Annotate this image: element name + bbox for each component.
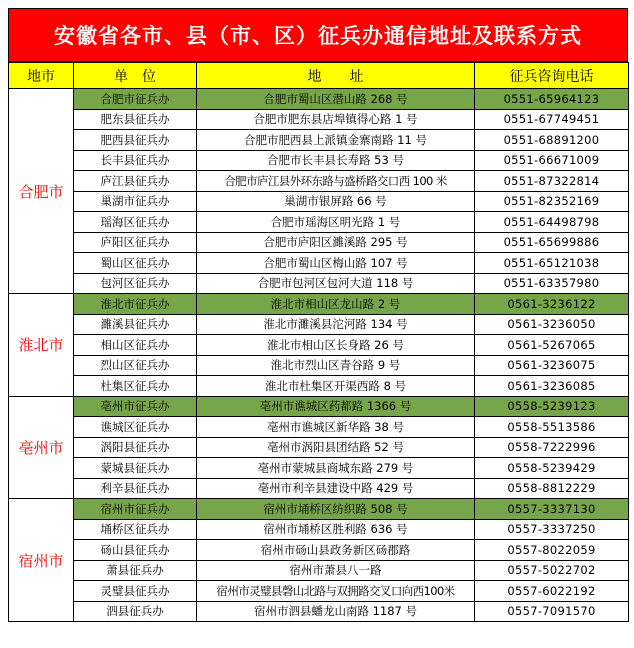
table-row	[9, 314, 629, 335]
address-cell: 合肥市蜀山区潜山路 268 号	[197, 89, 475, 110]
table-row	[9, 335, 629, 356]
address-cell: 亳州市谯城区新华路 38 号	[197, 417, 475, 438]
unit-cell: 合肥市征兵办	[74, 89, 197, 110]
contact-table	[8, 62, 629, 622]
table-row	[9, 519, 629, 540]
table-row	[9, 478, 629, 499]
address-cell: 淮北市烈山区青谷路 9 号	[197, 355, 475, 376]
phone-cell: 0551-65964123	[475, 89, 629, 110]
address-cell: 宿州市砀山县政务新区砀郡路	[197, 540, 475, 561]
table-row	[9, 253, 629, 274]
address-cell: 宿州市埇桥区胜利路 636 号	[197, 519, 475, 540]
unit-cell: 庐江县征兵办	[74, 171, 197, 192]
address-cell: 宿州市泗县蟠龙山南路 1187 号	[197, 601, 475, 622]
phone-cell: 0557-7091570	[475, 601, 629, 622]
phone-cell: 0557-3337250	[475, 519, 629, 540]
header-row	[9, 63, 629, 89]
unit-cell: 蜀山区征兵办	[74, 253, 197, 274]
unit-cell: 相山区征兵办	[74, 335, 197, 356]
phone-cell: 0557-6022192	[475, 581, 629, 602]
phone-cell: 0551-63357980	[475, 273, 629, 294]
table-row	[9, 499, 629, 520]
sheet-title: 安徽省各市、县（市、区）征兵办通信地址及联系方式	[8, 8, 628, 62]
phone-cell: 0561-3236050	[475, 314, 629, 335]
table-row	[9, 212, 629, 233]
address-cell: 合肥市瑶海区明光路 1 号	[197, 212, 475, 233]
address-cell: 宿州市萧县八一路	[197, 560, 475, 581]
table-row	[9, 273, 629, 294]
phone-cell: 0551-87322814	[475, 171, 629, 192]
table-row	[9, 437, 629, 458]
table-row	[9, 458, 629, 479]
unit-cell: 肥西县征兵办	[74, 130, 197, 151]
unit-cell: 烈山区征兵办	[74, 355, 197, 376]
table-row	[9, 581, 629, 602]
city-cell: 亳州市	[9, 396, 74, 499]
address-cell: 合肥市庐阳区濉溪路 295 号	[197, 232, 475, 253]
header-city: 地市	[9, 63, 74, 89]
unit-cell: 泗县征兵办	[74, 601, 197, 622]
table-row	[9, 376, 629, 397]
phone-cell: 0558-5239123	[475, 396, 629, 417]
unit-cell: 庐阳区征兵办	[74, 232, 197, 253]
table-row	[9, 150, 629, 171]
unit-cell: 谯城区征兵办	[74, 417, 197, 438]
unit-cell: 蒙城县征兵办	[74, 458, 197, 479]
unit-cell: 砀山县征兵办	[74, 540, 197, 561]
phone-cell: 0551-66671009	[475, 150, 629, 171]
address-cell: 合肥市肥东县店埠镇得心路 1 号	[197, 109, 475, 130]
phone-cell: 0561-3236075	[475, 355, 629, 376]
city-cell: 宿州市	[9, 499, 74, 622]
unit-cell: 瑶海区征兵办	[74, 212, 197, 233]
phone-cell: 0558-5513586	[475, 417, 629, 438]
address-cell: 合肥市肥西县上派镇金寨南路 11 号	[197, 130, 475, 151]
address-cell: 宿州市埇桥区纺织路 508 号	[197, 499, 475, 520]
phone-cell: 0557-8022059	[475, 540, 629, 561]
table-row	[9, 130, 629, 151]
unit-cell: 利辛县征兵办	[74, 478, 197, 499]
phone-cell: 0561-3236122	[475, 294, 629, 315]
address-cell: 淮北市相山区长身路 26 号	[197, 335, 475, 356]
city-cell: 淮北市	[9, 294, 74, 397]
phone-cell: 0551-68891200	[475, 130, 629, 151]
unit-cell: 长丰县征兵办	[74, 150, 197, 171]
phone-cell: 0561-5267065	[475, 335, 629, 356]
address-cell: 淮北市杜集区开渠西路 8 号	[197, 376, 475, 397]
phone-cell: 0551-67749451	[475, 109, 629, 130]
phone-cell: 0558-8812229	[475, 478, 629, 499]
header-unit: 单 位	[74, 63, 197, 89]
unit-cell: 濉溪县征兵办	[74, 314, 197, 335]
table-row	[9, 171, 629, 192]
phone-cell: 0551-65699886	[475, 232, 629, 253]
address-cell: 淮北市相山区龙山路 2 号	[197, 294, 475, 315]
address-cell: 亳州市谯城区药都路 1366 号	[197, 396, 475, 417]
address-cell: 合肥市蜀山区梅山路 107 号	[197, 253, 475, 274]
unit-cell: 埇桥区征兵办	[74, 519, 197, 540]
table-row	[9, 355, 629, 376]
header-address: 地 址	[197, 63, 475, 89]
unit-cell: 杜集区征兵办	[74, 376, 197, 397]
table-row	[9, 232, 629, 253]
unit-cell: 宿州市征兵办	[74, 499, 197, 520]
unit-cell: 涡阳县征兵办	[74, 437, 197, 458]
unit-cell: 巢湖市征兵办	[74, 191, 197, 212]
unit-cell: 淮北市征兵办	[74, 294, 197, 315]
address-cell: 宿州市灵璧县磬山北路与双拥路交叉口向西100米	[197, 581, 475, 602]
phone-cell: 0557-3337130	[475, 499, 629, 520]
unit-cell: 包河区征兵办	[74, 273, 197, 294]
phone-cell: 0557-5022702	[475, 560, 629, 581]
table-row	[9, 560, 629, 581]
table-row	[9, 601, 629, 622]
table-row	[9, 294, 629, 315]
phone-cell: 0558-7222996	[475, 437, 629, 458]
address-cell: 巢湖市银屏路 66 号	[197, 191, 475, 212]
unit-cell: 灵璧县征兵办	[74, 581, 197, 602]
phone-cell: 0561-3236085	[475, 376, 629, 397]
address-cell: 亳州市涡阳县团结路 52 号	[197, 437, 475, 458]
table-row	[9, 396, 629, 417]
table-row	[9, 417, 629, 438]
address-cell: 淮北市濉溪县沱河路 134 号	[197, 314, 475, 335]
address-cell: 合肥市庐江县外环东路与盛桥路交口西 100 米	[197, 171, 475, 192]
table-row	[9, 89, 629, 110]
table-body	[9, 89, 629, 622]
table-row	[9, 191, 629, 212]
address-cell: 亳州市蒙城县商城东路 279 号	[197, 458, 475, 479]
address-cell: 亳州市利辛县建设中路 429 号	[197, 478, 475, 499]
phone-cell: 0558-5239429	[475, 458, 629, 479]
unit-cell: 肥东县征兵办	[74, 109, 197, 130]
address-cell: 合肥市包河区包河大道 118 号	[197, 273, 475, 294]
unit-cell: 亳州市征兵办	[74, 396, 197, 417]
address-cell: 合肥市长丰县长寿路 53 号	[197, 150, 475, 171]
header-phone: 征兵咨询电话	[475, 63, 629, 89]
phone-cell: 0551-65121038	[475, 253, 629, 274]
table-row	[9, 109, 629, 130]
city-cell: 合肥市	[9, 89, 74, 294]
contact-sheet	[8, 8, 628, 622]
phone-cell: 0551-64498798	[475, 212, 629, 233]
unit-cell: 萧县征兵办	[74, 560, 197, 581]
table-row	[9, 540, 629, 561]
phone-cell: 0551-82352169	[475, 191, 629, 212]
